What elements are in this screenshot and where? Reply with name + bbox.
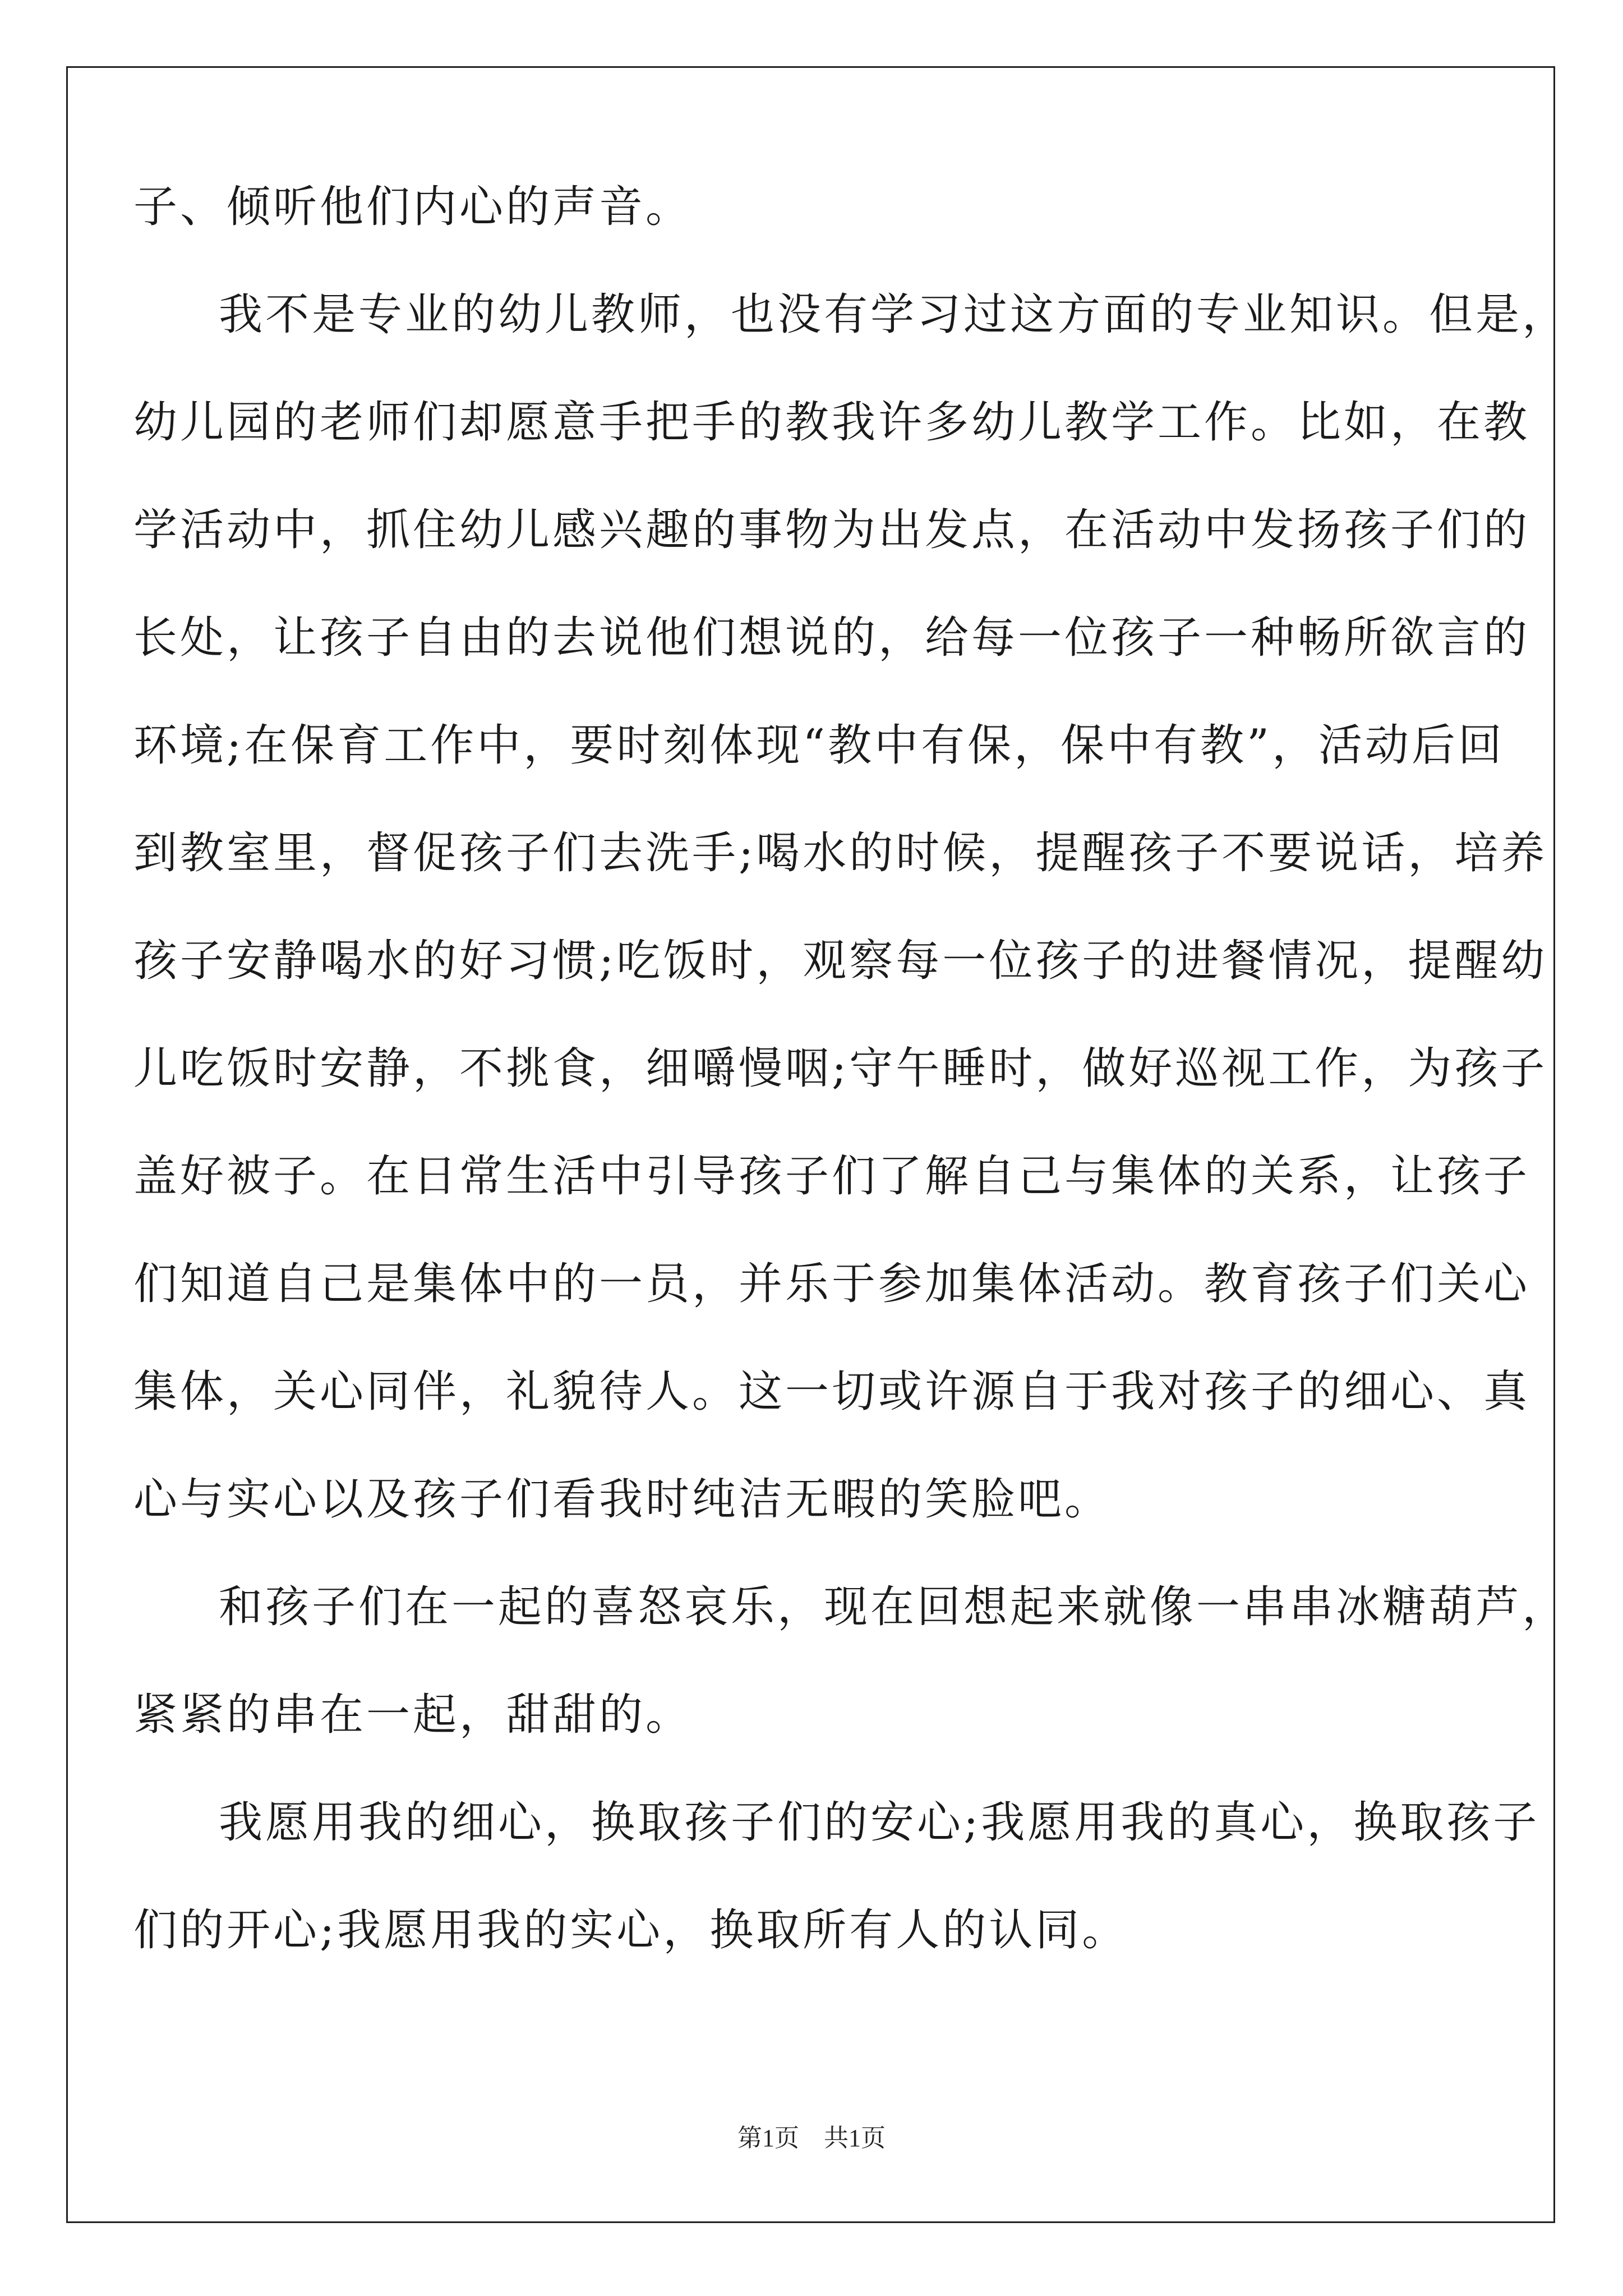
document-body bbox=[133, 182, 1569, 2016]
text-line: 学活动中，抓住幼儿感兴趣的事物为出发点，在活动中发扬孩子们的 bbox=[133, 505, 1530, 555]
text-line: 们的开心;我愿用我的实心，换取所有人的认同。 bbox=[133, 1905, 1129, 1955]
text-line: 集体，关心同伴，礼貌待人。这一切或许源自于我对孩子的细心、真 bbox=[133, 1366, 1530, 1417]
text-line: 到教室里，督促孩子们去洗手;喝水的时候，提醒孩子不要说话，培养 bbox=[133, 828, 1548, 878]
text-line: 心与实心以及孩子们看我时纯洁无暇的笑脸吧。 bbox=[133, 1474, 1112, 1525]
text-line: 幼儿园的老师们却愿意手把手的教我许多幼儿教学工作。比如，在教 bbox=[133, 397, 1530, 448]
text-line: 我愿用我的细心，换取孩子们的安心;我愿用我的真心，换取孩子 bbox=[219, 1797, 1540, 1848]
text-line: 子、倾听他们内心的声音。 bbox=[133, 182, 693, 232]
text-line: 孩子安静喝水的好习惯;吃饭时，观察每一位孩子的进餐情况，提醒幼 bbox=[133, 936, 1548, 986]
text-line: 长处，让孩子自由的去说他们想说的，给每一位孩子一种畅所欲言的 bbox=[133, 613, 1530, 663]
text-line: 们知道自己是集体中的一员，并乐于参加集体活动。教育孩子们关心 bbox=[133, 1259, 1530, 1309]
text-line: 盖好被子。在日常生活中引导孩子们了解自己与集体的关系，让孩子 bbox=[133, 1151, 1530, 1202]
text-line: 环境;在保育工作中，要时刻体现“教中有保，保中有教”，活动后回 bbox=[133, 720, 1505, 771]
text-line: 儿吃饭时安静，不挑食，细嚼慢咽;守午睡时，做好巡视工作，为孩子 bbox=[133, 1043, 1548, 1094]
page-number-footer: 第1页 共1页 bbox=[737, 2124, 886, 2152]
text-line: 和孩子们在一起的喜怒哀乐，现在回想起来就像一串串冰糖葫芦， bbox=[219, 1582, 1569, 1632]
text-line: 我不是专业的幼儿教师，也没有学习过这方面的专业知识。但是， bbox=[219, 289, 1569, 340]
text-line: 紧紧的串在一起，甜甜的。 bbox=[133, 1690, 693, 1740]
